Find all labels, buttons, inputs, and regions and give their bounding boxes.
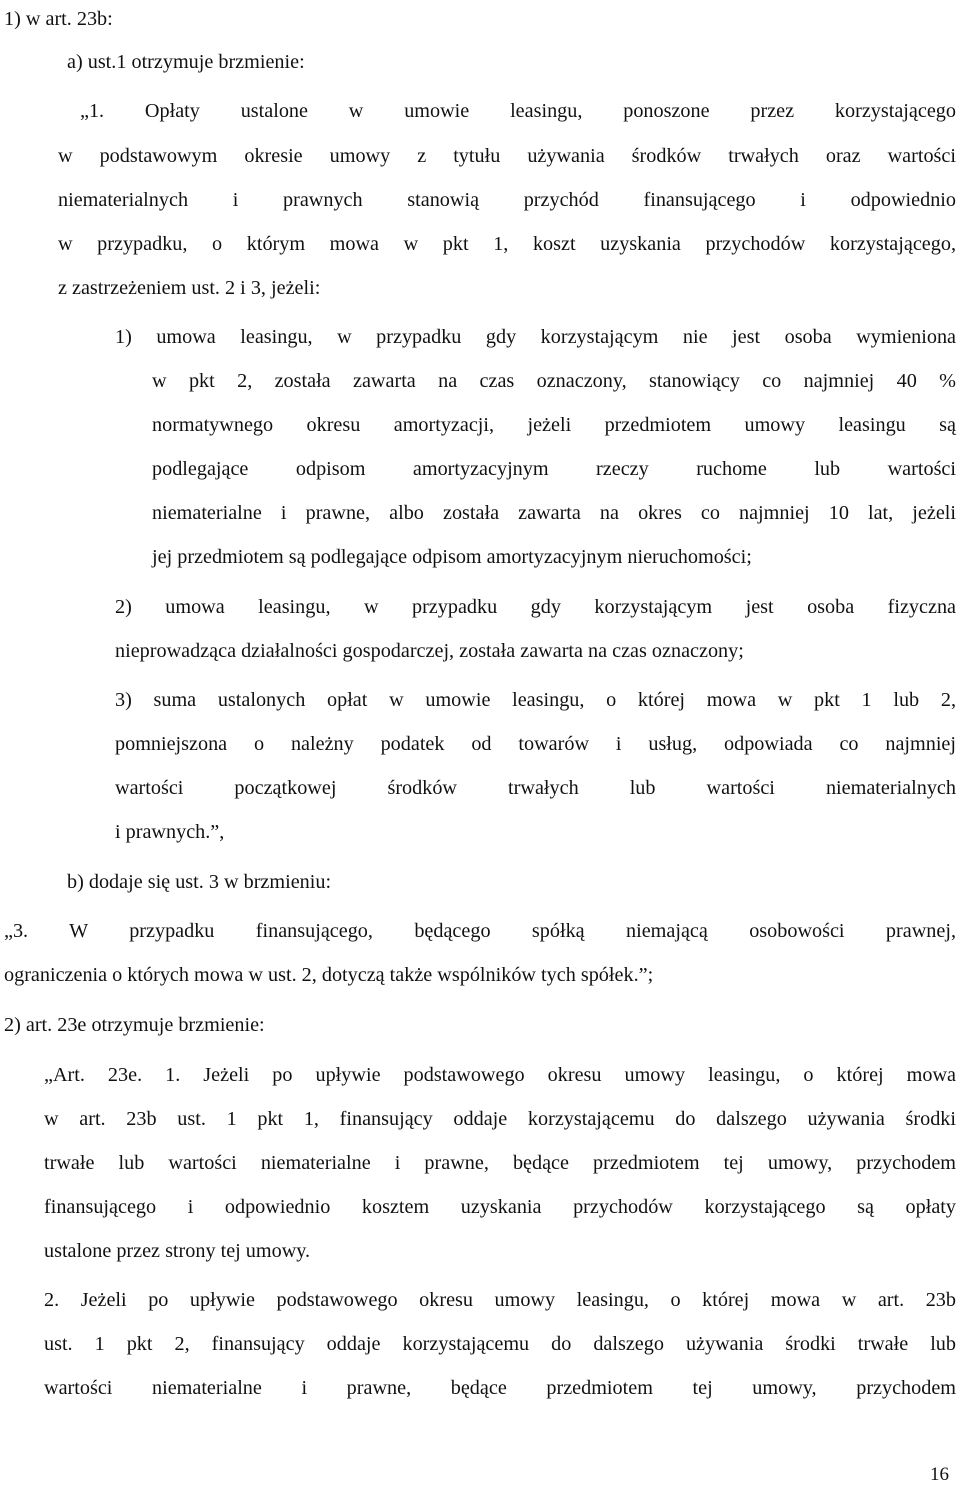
text-line: ust. 1 pkt 2, finansujący oddaje korzystającemu do dalszego używania środki trwałe lub — [44, 1333, 956, 1355]
text-line: ustalone przez strony tej umowy. — [44, 1240, 311, 1262]
text-line: 1) umowa leasingu, w przypadku gdy korzystającym nie jest osoba wymieniona — [115, 326, 956, 348]
text-line: w art. 23b ust. 1 pkt 1, finansujący oddaje korzystającemu do dalszego używania środki — [44, 1108, 956, 1130]
text-line: i prawnych.”, — [115, 821, 225, 843]
text-line: b) dodaje się ust. 3 w brzmieniu: — [67, 871, 332, 893]
page-number: 16 — [930, 1464, 949, 1485]
text-line: pomniejszona o należny podatek od towarów i usług, odpowiada co najmniej — [115, 733, 956, 755]
text-line: w przypadku, o którym mowa w pkt 1, koszt uzyskania przychodów korzystającego, — [58, 233, 956, 255]
text-line: trwałe lub wartości niematerialne i prawne, będące przedmiotem tej umowy, przychodem — [44, 1152, 956, 1174]
text-line: z zastrzeżeniem ust. 2 i 3, jeżeli: — [58, 277, 321, 299]
text-line: jej przedmiotem są podlegające odpisom amortyzacyjnym nieruchomości; — [152, 546, 752, 568]
text-line: w podstawowym okresie umowy z tytułu używania środków trwałych oraz wartości — [58, 145, 956, 167]
text-line: a) ust.1 otrzymuje brzmienie: — [67, 51, 305, 73]
text-line: wartości początkowej środków trwałych lub wartości niematerialnych — [115, 777, 956, 799]
text-line: „3. W przypadku finansującego, będącego spółką niemającą osobowości prawnej, — [4, 920, 956, 942]
text-line: niematerialnych i prawnych stanowią przychód finansującego i odpowiednio — [58, 189, 956, 211]
text-line: wartości niematerialne i prawne, będące przedmiotem tej umowy, przychodem — [44, 1377, 956, 1399]
text-line: niematerialne i prawne, albo została zawarta na okres co najmniej 10 lat, jeżeli — [152, 502, 956, 524]
text-line: finansującego i odpowiednio kosztem uzyskania przychodów korzystającego są opłaty — [44, 1196, 956, 1218]
text-line: ograniczenia o których mowa w ust. 2, dotyczą także wspólników tych spółek.”; — [4, 964, 654, 986]
text-line: 2) art. 23e otrzymuje brzmienie: — [4, 1014, 265, 1036]
text-line: nieprowadząca działalności gospodarczej, została zawarta na czas oznaczony; — [115, 640, 744, 662]
text-line: 2) umowa leasingu, w przypadku gdy korzystającym jest osoba fizyczna — [115, 596, 956, 618]
text-line: 3) suma ustalonych opłat w umowie leasingu, o której mowa w pkt 1 lub 2, — [115, 689, 956, 711]
text-line: w pkt 2, została zawarta na czas oznaczony, stanowiący co najmniej 40 % — [152, 370, 956, 392]
text-line: 1) w art. 23b: — [4, 8, 113, 30]
text-line: podlegające odpisom amortyzacyjnym rzeczy ruchome lub wartości — [152, 458, 956, 480]
text-line: normatywnego okresu amortyzacji, jeżeli przedmiotem umowy leasingu są — [152, 414, 956, 436]
text-line: 2. Jeżeli po upływie podstawowego okresu umowy leasingu, o której mowa w art. 23b — [44, 1289, 956, 1311]
text-line: „Art. 23e. 1. Jeżeli po upływie podstawowego okresu umowy leasingu, o której mowa — [44, 1064, 956, 1086]
text-line: „1. Opłaty ustalone w umowie leasingu, ponoszone przez korzystającego — [80, 100, 956, 122]
